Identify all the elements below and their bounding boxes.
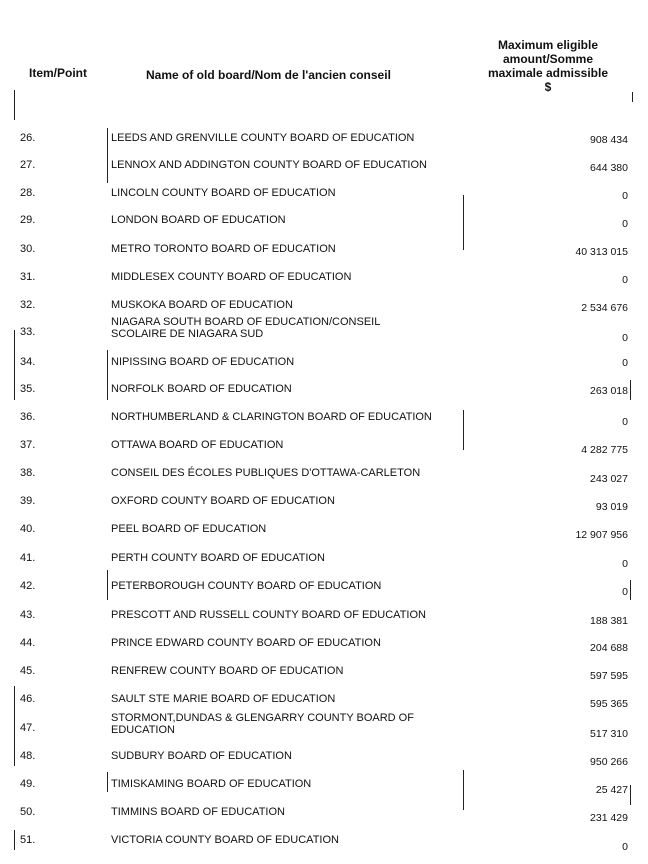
board-name: OTTAWA BOARD OF EDUCATION — [111, 439, 284, 451]
column-header-max-amount — [470, 38, 626, 94]
board-name: SAULT STE MARIE BOARD OF EDUCATION — [111, 693, 336, 705]
max-amount: 0 — [622, 218, 628, 230]
board-name-continued: EDUCATION — [111, 724, 175, 736]
item-number: 31. — [20, 271, 36, 283]
item-number: 28. — [20, 187, 36, 199]
item-number: 33. — [20, 326, 36, 338]
column-header-board-name: Name of old board/Nom de l'ancien conseil — [146, 68, 391, 82]
max-amount: 0 — [622, 841, 628, 853]
max-amount: 263 018 — [590, 385, 628, 397]
max-amount: 597 595 — [590, 670, 628, 682]
item-number: 51. — [20, 834, 36, 846]
item-number: 38. — [20, 467, 36, 479]
column-header-item-point: Item/Point — [29, 66, 88, 80]
board-name: NIPISSING BOARD OF EDUCATION — [111, 356, 295, 368]
board-name: OXFORD COUNTY BOARD OF EDUCATION — [111, 495, 335, 507]
scan-rule — [14, 830, 15, 850]
scan-rule — [630, 580, 631, 600]
max-amount: 4 282 775 — [581, 444, 628, 456]
scan-rule — [14, 90, 15, 120]
item-number: 41. — [20, 552, 36, 564]
max-amount: 0 — [622, 357, 628, 369]
scan-rule — [14, 330, 15, 400]
board-name: PETERBOROUGH COUNTY BOARD OF EDUCATION — [111, 580, 382, 592]
max-amount: 204 688 — [590, 642, 628, 654]
item-number: 46. — [20, 693, 36, 705]
board-name: LINCOLN COUNTY BOARD OF EDUCATION — [111, 187, 336, 199]
item-number: 39. — [20, 495, 36, 507]
board-name: TIMISKAMING BOARD OF EDUCATION — [111, 778, 312, 790]
scan-rule — [630, 785, 631, 805]
max-amount: 0 — [622, 332, 628, 344]
item-number: 45. — [20, 665, 36, 677]
item-number: 26. — [20, 132, 36, 144]
board-name: PEEL BOARD OF EDUCATION — [111, 523, 267, 535]
max-amount: 0 — [622, 416, 628, 428]
scan-rule — [14, 686, 15, 766]
max-amount: 595 365 — [590, 698, 628, 710]
item-number: 40. — [20, 523, 36, 535]
max-amount: 12 907 956 — [575, 529, 628, 541]
board-name: LONDON BOARD OF EDUCATION — [111, 214, 286, 226]
board-name: SUDBURY BOARD OF EDUCATION — [111, 750, 292, 762]
max-amount: 0 — [622, 274, 628, 286]
board-name: LEEDS AND GRENVILLE COUNTY BOARD OF EDUCATION — [111, 132, 415, 144]
board-name: NORTHUMBERLAND & CLARINGTON BOARD OF EDUCATION — [111, 411, 432, 423]
board-name: STORMONT,DUNDAS & GLENGARRY COUNTY BOARD OF — [111, 712, 414, 724]
board-name: CONSEIL DES ÉCOLES PUBLIQUES D'OTTAWA-CARLETON — [111, 467, 421, 479]
max-amount: 0 — [622, 558, 628, 570]
max-amount: 93 019 — [595, 501, 628, 513]
scan-rule — [107, 570, 108, 600]
amount-header-line-1: Maximum eligible — [497, 38, 599, 52]
item-number: 42. — [20, 580, 36, 592]
max-amount: 2 534 676 — [581, 302, 628, 314]
max-amount: 231 429 — [590, 812, 628, 824]
max-amount: 40 313 015 — [575, 246, 628, 258]
max-amount: 243 027 — [590, 473, 628, 485]
board-name: LENNOX AND ADDINGTON COUNTY BOARD OF EDUCATION — [111, 159, 427, 171]
amount-header-line-4: $ — [544, 80, 552, 94]
board-name: PRINCE EDWARD COUNTY BOARD OF EDUCATION — [111, 637, 381, 649]
item-number: 29. — [20, 214, 36, 226]
item-number: 47. — [20, 722, 36, 734]
item-number: 30. — [20, 243, 36, 255]
board-name: VICTORIA COUNTY BOARD OF EDUCATION — [111, 834, 339, 846]
item-number: 44. — [20, 637, 36, 649]
item-number: 36. — [20, 411, 36, 423]
max-amount: 517 310 — [590, 728, 628, 740]
max-amount: 0 — [622, 586, 628, 598]
max-amount: 25 427 — [595, 784, 628, 796]
scan-rule — [632, 92, 633, 102]
scan-rule — [630, 380, 631, 400]
max-amount: 0 — [622, 190, 628, 202]
scan-rule — [107, 128, 108, 183]
board-name: PERTH COUNTY BOARD OF EDUCATION — [111, 552, 325, 564]
item-number: 49. — [20, 778, 36, 790]
amount-header-line-2: amount/Somme — [502, 52, 593, 66]
board-name: NORFOLK BOARD OF EDUCATION — [111, 383, 292, 395]
scan-rule — [107, 772, 108, 792]
max-amount: 644 380 — [590, 162, 628, 174]
max-amount: 950 266 — [590, 756, 628, 768]
item-number: 35. — [20, 383, 36, 395]
board-name: MUSKOKA BOARD OF EDUCATION — [111, 299, 293, 311]
board-name: RENFREW COUNTY BOARD OF EDUCATION — [111, 665, 344, 677]
amount-header-line-3: maximale admissible — [487, 66, 609, 80]
scan-rule — [463, 770, 464, 810]
max-amount: 908 434 — [590, 134, 628, 146]
board-name: NIAGARA SOUTH BOARD OF EDUCATION/CONSEIL — [111, 316, 381, 328]
item-number: 34. — [20, 356, 36, 368]
board-name-continued: SCOLAIRE DE NIAGARA SUD — [111, 328, 264, 340]
item-number: 37. — [20, 439, 36, 451]
scan-rule — [463, 195, 464, 250]
max-amount: 188 381 — [590, 615, 628, 627]
item-number: 48. — [20, 750, 36, 762]
item-number: 27. — [20, 159, 36, 171]
item-number: 43. — [20, 609, 36, 621]
board-name: PRESCOTT AND RUSSELL COUNTY BOARD OF EDUCATION — [111, 609, 426, 621]
item-number: 50. — [20, 806, 36, 818]
scan-rule — [107, 350, 108, 400]
scan-rule — [463, 410, 464, 450]
board-name: TIMMINS BOARD OF EDUCATION — [111, 806, 285, 818]
board-name: MIDDLESEX COUNTY BOARD OF EDUCATION — [111, 271, 352, 283]
board-name: METRO TORONTO BOARD OF EDUCATION — [111, 243, 336, 255]
item-number: 32. — [20, 299, 36, 311]
